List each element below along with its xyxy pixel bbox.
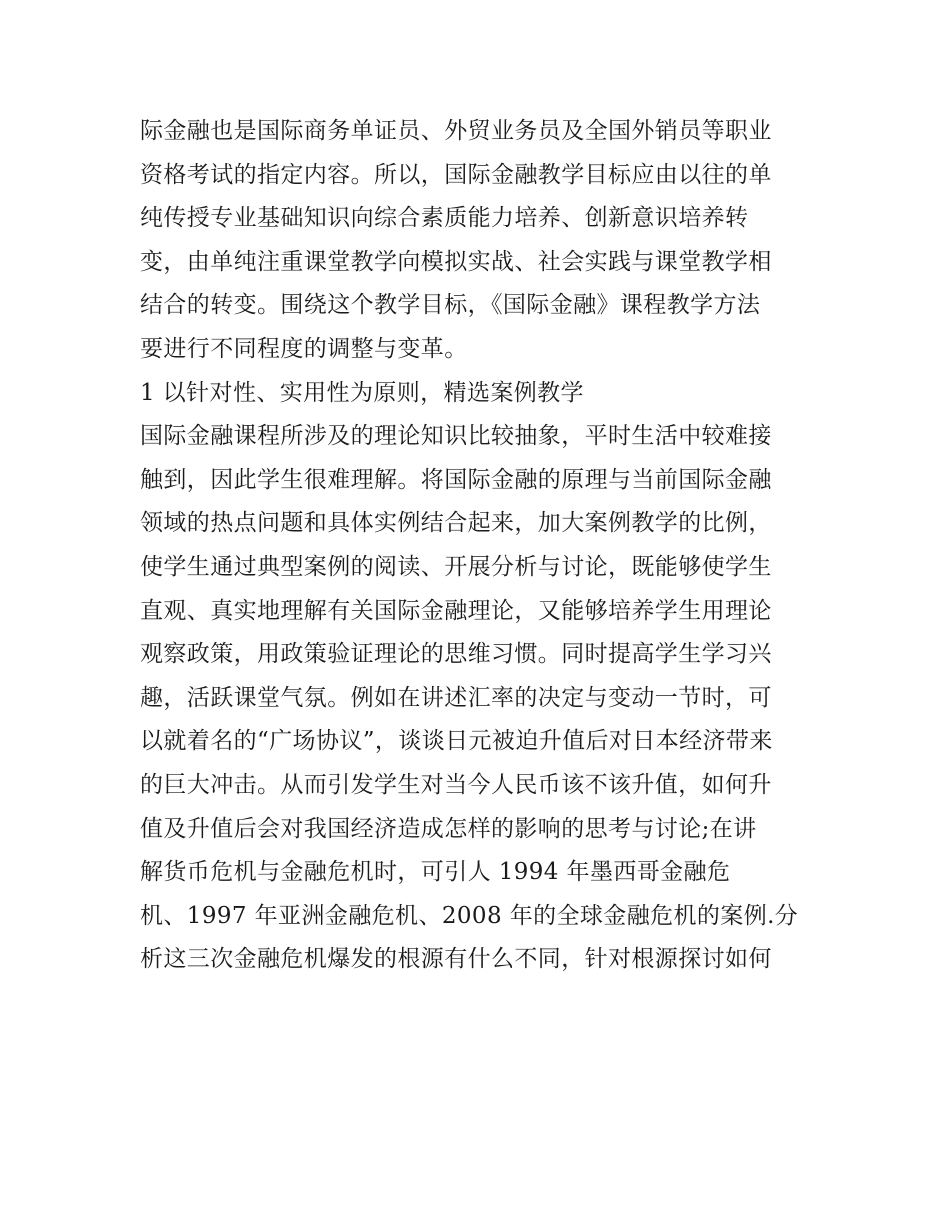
text-line: 机、1997 年亚洲金融危机、2008 年的全球金融危机的案例.分 <box>140 902 799 929</box>
text-line: 以就着名的“广场协议”，谈谈日元被迫升值后对日本经济带来 <box>140 728 773 755</box>
text-line: 变，由单纯注重课堂教学向模拟实战、社会实践与课堂教学相 <box>140 248 772 275</box>
text-line: 际金融也是国际商务单证员、外贸业务员及全国外销员等职业 <box>140 118 772 144</box>
section-heading: 1 以针对性、实用性为原则，精选案例教学 <box>140 379 584 406</box>
body-text <box>140 110 820 982</box>
text-line: 解货币危机与金融危机时，可引人 1994 年墨西哥金融危 <box>140 859 731 886</box>
text-line: 纯传授专业基础知识向综合素质能力培养、创新意识培养转 <box>140 205 749 232</box>
text-line: 资格考试的指定内容。所以，国际金融教学目标应由以往的单 <box>140 161 772 188</box>
text-line: 国际金融课程所涉及的理论知识比较抽象，平时生活中较难接 <box>140 423 772 450</box>
text-line: 值及升值后会对我国经济造成怎样的影响的思考与讨论;在讲 <box>140 815 757 842</box>
text-line: 的巨大冲击。从而引发学生对当今人民币该不该升值，如何升 <box>140 771 772 798</box>
text-line: 要进行不同程度的调整与变革。 <box>140 335 468 362</box>
text-line: 使学生通过典型案例的阅读、开展分析与讨论，既能够使学生 <box>140 553 772 580</box>
text-line: 领域的热点问题和具体实例结合起来，加大案例教学的比例， <box>140 510 772 537</box>
text-line: 直观、真实地理解有关国际金融理论，又能够培养学生用理论 <box>140 597 772 624</box>
text-line: 析这三次金融危机爆发的根源有什么不同，针对根源探讨如何 <box>140 946 772 973</box>
text-line: 趣，活跃课堂气氛。例如在讲述汇率的决定与变动一节时，可 <box>140 684 772 711</box>
text-line: 结合的转变。围绕这个教学目标，《国际金融》课程教学方法 <box>140 292 761 319</box>
text-line: 观察政策，用政策验证理论的思维习惯。同时提高学生学习兴 <box>140 641 772 668</box>
text-line: 触到，因此学生很难理解。将国际金融的原理与当前国际金融 <box>140 466 772 493</box>
